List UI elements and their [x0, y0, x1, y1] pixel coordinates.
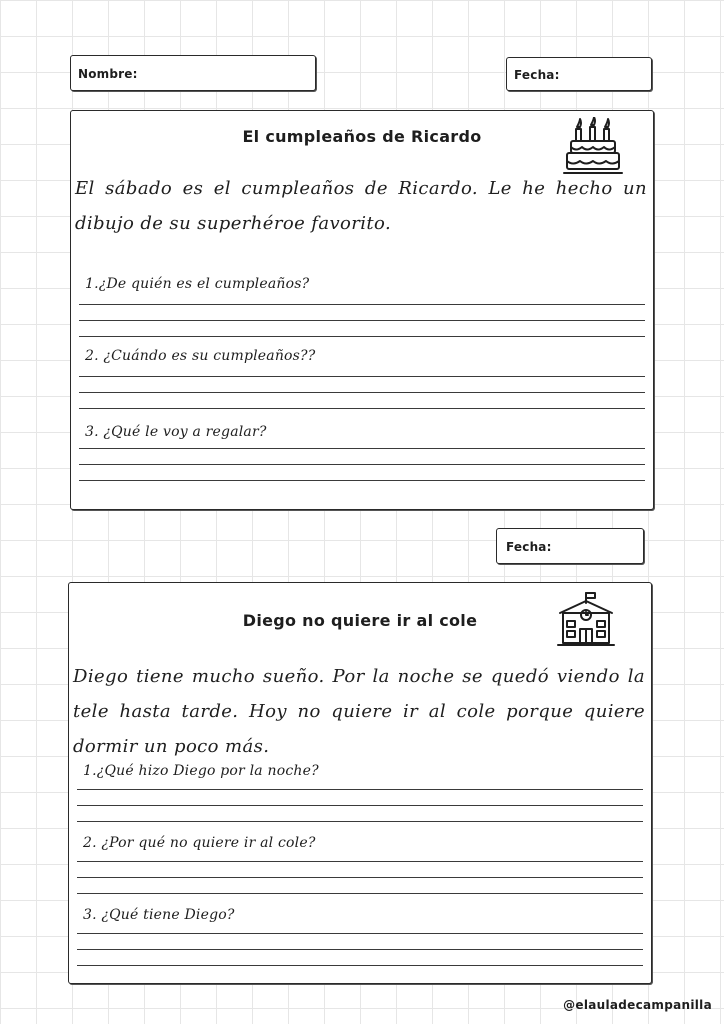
card-2-question-2: 2. ¿Por qué no quiere ir al cole?	[83, 835, 316, 851]
answer-line[interactable]	[77, 805, 643, 806]
answer-line[interactable]	[77, 789, 643, 790]
card-2-question-1: 1.¿Qué hizo Diego por la noche?	[83, 763, 319, 779]
answer-line[interactable]	[79, 408, 645, 409]
school-building-icon	[557, 591, 615, 649]
answer-line[interactable]	[77, 965, 643, 966]
answer-line[interactable]	[77, 877, 643, 878]
fecha-field-2[interactable]	[496, 528, 644, 564]
birthday-cake-icon	[563, 117, 623, 179]
reading-card-1	[70, 110, 654, 510]
answer-line[interactable]	[79, 392, 645, 393]
card-1-question-3: 3. ¿Qué le voy a regalar?	[85, 424, 267, 440]
reading-card-2	[68, 582, 652, 984]
answer-line[interactable]	[79, 336, 645, 337]
answer-line[interactable]	[77, 893, 643, 894]
card-2-title: Diego no quiere ir al cole	[242, 611, 478, 630]
fecha-label-2: Fecha:	[506, 540, 552, 554]
answer-line[interactable]	[77, 821, 643, 822]
answer-line[interactable]	[79, 320, 645, 321]
answer-line[interactable]	[79, 448, 645, 449]
answer-line[interactable]	[77, 933, 643, 934]
author-watermark: @elauladecampanilla	[563, 998, 712, 1012]
answer-line[interactable]	[79, 304, 645, 305]
card-1-question-2: 2. ¿Cuándo es su cumpleaños??	[85, 348, 316, 364]
fecha-field[interactable]	[506, 57, 652, 91]
fecha-label: Fecha:	[514, 68, 560, 82]
card-1-story: El sábado es el cumpleaños de Ricardo. Le he hecho un dibujo de su superhéroe favorito.	[75, 178, 647, 234]
answer-line[interactable]	[77, 861, 643, 862]
answer-line[interactable]	[79, 376, 645, 377]
nombre-label: Nombre:	[78, 67, 138, 81]
answer-line[interactable]	[77, 949, 643, 950]
card-1-question-1: 1.¿De quién es el cumpleaños?	[85, 276, 310, 292]
card-1-title: El cumpleaños de Ricardo	[242, 127, 482, 146]
answer-line[interactable]	[79, 480, 645, 481]
card-2-question-3: 3. ¿Qué tiene Diego?	[83, 907, 235, 923]
answer-line[interactable]	[79, 464, 645, 465]
card-2-story: Diego tiene mucho sueño. Por la noche se quedó viendo la tele hasta tarde. Hoy no quiere ir al cole porque quiere dormir un poco más.	[73, 666, 645, 757]
nombre-field[interactable]	[70, 55, 316, 91]
